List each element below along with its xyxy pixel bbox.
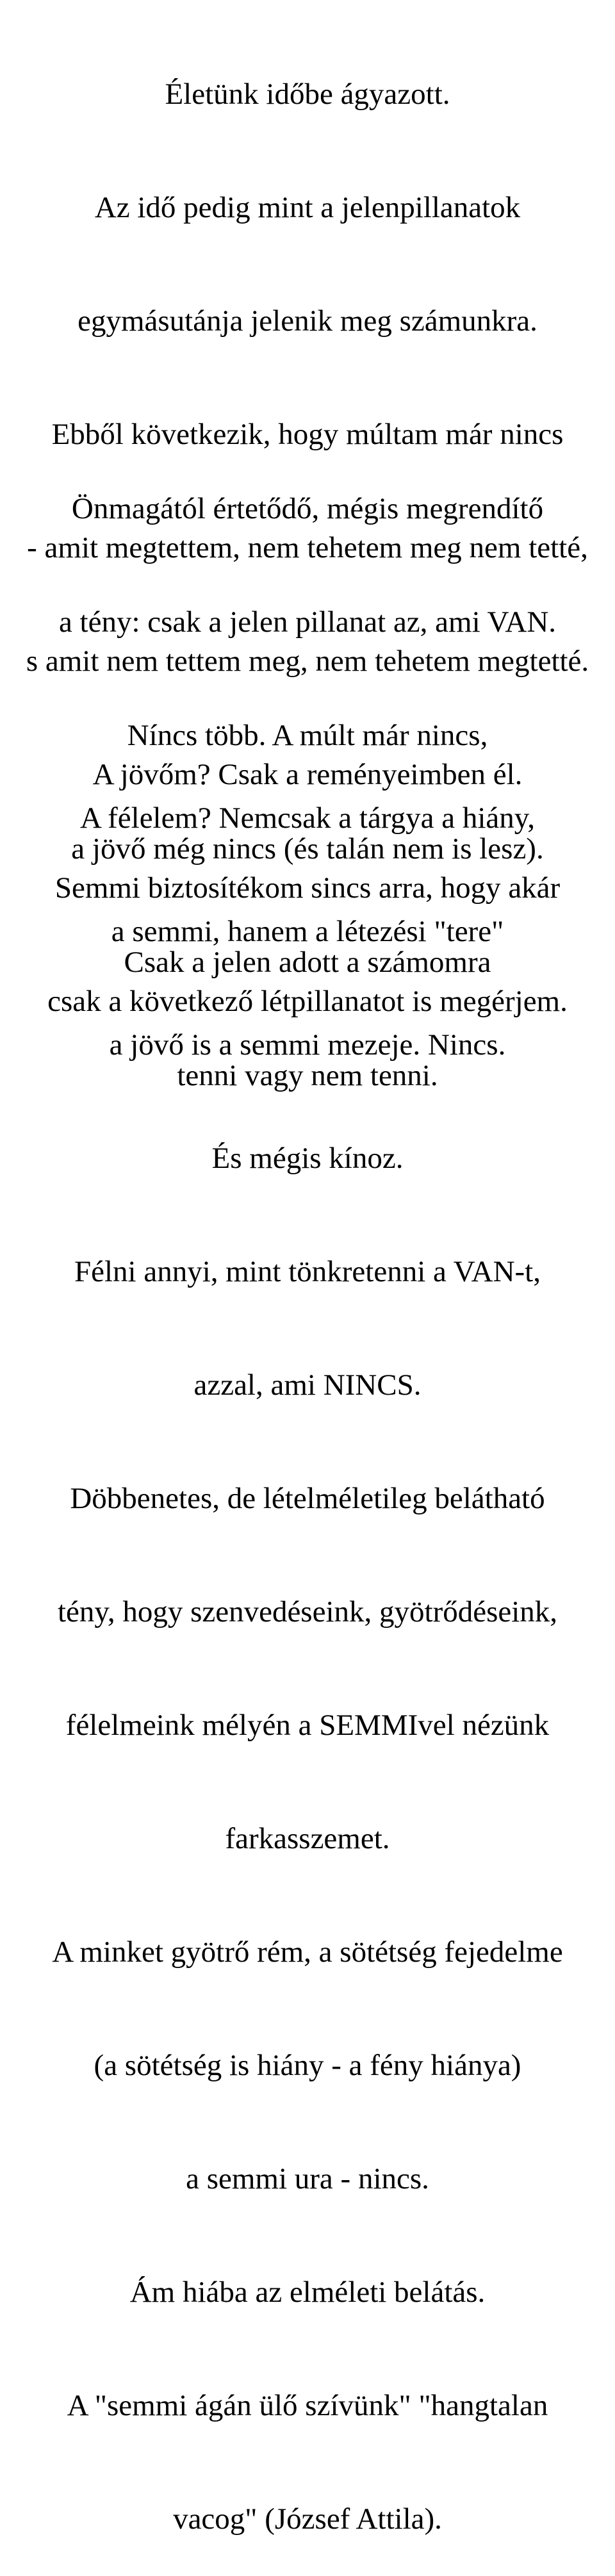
- poem-line: Csak a jelen adott a számomra: [124, 946, 491, 979]
- poem-line: És mégis kínoz.: [211, 1142, 404, 1175]
- poem-line: a jövő még nincs (és talán nem is lesz).: [71, 832, 544, 866]
- poem-line: csak a következő létpillanatot is megérjem.: [47, 985, 568, 1018]
- poem-line: Níncs több. A múlt már nincs,: [127, 719, 488, 752]
- poem-line: félelmeink mélyén a SEMMIvel nézünk: [65, 1709, 550, 1742]
- poem-line: Félni annyi, mint tönkretenni a VAN-t,: [74, 1255, 541, 1288]
- poem-line: s amit nem tettem meg, nem tehetem megtetté.: [26, 644, 589, 678]
- poem-line: egymásutánja jelenik meg számunkra.: [78, 304, 537, 338]
- poem-line: (a sötétség is hiány - a fény hiánya): [94, 2049, 521, 2082]
- poem-line: Önmagától értetődő, mégis megrendítő: [71, 492, 544, 525]
- poem-line: vacog" (József Attila).: [173, 2502, 442, 2536]
- poem-line: Ebből következik, hogy múltam már nincs: [51, 418, 564, 451]
- poem-line: Életünk időbe ágyazott.: [165, 78, 450, 111]
- poem-line: A "semmi ágán ülő szívünk" "hangtalan: [67, 2389, 548, 2422]
- poem-line: farkasszemet.: [225, 1822, 390, 1855]
- poem-line: A jövőm? Csak a reményeimben él.: [92, 758, 523, 791]
- poem-line: Semmi biztosítékom sincs arra, hogy akár: [54, 871, 561, 905]
- poem-line: Ám hiába az elméleti belátás.: [129, 2276, 486, 2309]
- poem-line: azzal, ami NINCS.: [193, 1368, 422, 1402]
- poem-line: a tény: csak a jelen pillanat az, ami VAN.: [58, 605, 557, 639]
- poem-line: tenni vagy nem tenni.: [177, 1059, 438, 1092]
- poem-line: A félelem? Nemcsak a tárgya a hiány,: [80, 801, 535, 835]
- poem-line: A minket gyötrő rém, a sötétség fejedelme: [52, 1935, 563, 1969]
- poem-line: tény, hogy szenvedéseink, gyötrődéseink,: [57, 1595, 558, 1628]
- poem-line: Döbbenetes, de lételméletileg belátható: [70, 1482, 545, 1515]
- poem-line: a jövő is a semmi mezeje. Nincs.: [109, 1028, 506, 1062]
- poem-line: a semmi ura - nincs.: [186, 2162, 429, 2195]
- poem-line: a semmi, hanem a létezési "tere": [111, 915, 504, 948]
- poem-line: Az idő pedig mint a jelenpillanatok: [94, 191, 521, 224]
- poem-line: - amit megtettem, nem tehetem meg nem tetté,: [27, 531, 588, 564]
- stanza-3: [0, 724, 615, 2576]
